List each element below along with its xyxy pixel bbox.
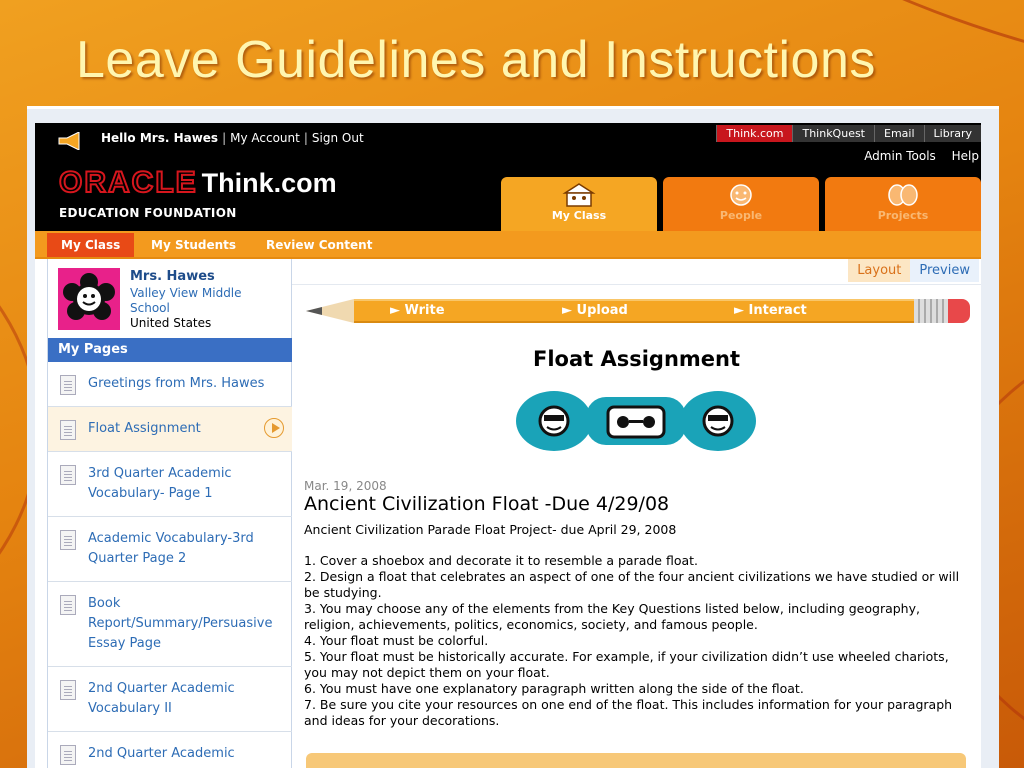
avatar [58,268,120,330]
page-link: 2nd Quarter Academic Vocabulary II [88,681,235,716]
instruction-item: 1. Cover a shoebox and decorate it to resemble a parade float. [304,553,699,568]
pencil-eraser [948,299,970,323]
post-date: Mar. 19, 2008 [304,479,387,493]
document-icon [60,595,76,615]
document-icon [60,420,76,440]
page-link: Book Report/Summary/Persuasive Essay Page [88,596,273,651]
tab-projects-label: Projects [877,209,929,222]
post-subtitle: Ancient Civilization Parade Float Project- due April 29, 2008 [304,522,677,537]
tab-people[interactable] [663,177,819,231]
instruction-item: 4. Your float must be colorful. [304,633,489,648]
mode-tabs [848,259,979,282]
admin-links [852,149,979,163]
instruction-item: 5. Your float must be historically accurate. For example, if your civilization didn’t use wheeled chariots, you may not depict them on your float. [304,649,949,680]
greeting-text: Hello Mrs. Hawes [101,131,219,145]
sub-nav [35,231,981,259]
pencil-ferrule [914,299,948,323]
list-item[interactable] [48,667,292,732]
workflow-pencil-bar [306,299,970,323]
schoolhouse-icon [559,183,599,207]
site-header [35,123,981,231]
pencil-lead [306,307,322,315]
list-item[interactable] [48,582,292,667]
top-links [716,125,981,142]
nav-my-students[interactable]: My Students [151,238,237,252]
toplink-thinkcom[interactable]: Think.com [716,125,792,142]
document-icon [60,680,76,700]
page-link: Float Assignment [88,421,201,436]
sign-out-link[interactable]: Sign Out [311,131,364,145]
my-account-link[interactable]: My Account [230,131,300,145]
play-icon[interactable] [264,418,284,438]
my-pages-heading: My Pages [48,338,292,362]
page-title: Float Assignment [532,347,741,371]
bottom-table-header [306,753,966,768]
page-link: Academic Vocabulary-3rd Quarter Page 2 [88,531,254,566]
instruction-item: 2. Design a float that celebrates an aspect of one of the four ancient civilizations we have studied or will be studying. [304,569,960,600]
profile-country: United States [130,316,212,330]
document-icon [60,745,76,765]
document-icon [60,530,76,550]
face-icon [721,183,761,207]
help-link[interactable]: Help [951,149,979,163]
tab-people-label: People [719,209,763,222]
list-item[interactable] [48,407,292,452]
page-link: 2nd Quarter Academic [88,746,235,761]
divider [292,284,981,285]
left-sidebar [47,259,292,768]
profile-school[interactable]: Valley View Middle School [130,286,242,315]
main-content [292,259,981,768]
oracle-think-logo[interactable] [59,166,337,200]
masks-icon [883,183,923,207]
document-icon [60,375,76,395]
tab-projects[interactable] [825,177,981,231]
toplink-library[interactable]: Library [924,125,981,142]
greeting-bar: Hello Mrs. Hawes | My Account | Sign Out [101,131,364,145]
document-icon [60,465,76,485]
admin-tools-link[interactable]: Admin Tools [864,149,936,163]
logo-think-text: Think.com [201,168,337,198]
browser-page [35,123,981,768]
page-link: 3rd Quarter Academic Vocabulary- Page 1 [88,466,232,501]
instructions-list [304,553,974,729]
list-item[interactable] [48,517,292,582]
instruction-item: 6. You must have one explanatory paragraph written along the side of the float. [304,681,804,696]
logo-oracle-text: ORACLE [59,166,198,199]
post-title: Ancient Civilization Float -Due 4/29/08 [304,493,670,515]
tab-layout[interactable]: Layout [848,259,910,282]
instruction-item: 3. You may choose any of the elements from the Key Questions listed below, including geography, religion, achievements, politics, economics, society, and famous people. [304,601,920,632]
profile-name[interactable]: Mrs. Hawes [130,269,215,284]
nav-review-content[interactable]: Review Content [266,238,373,252]
tab-my-class-label: My Class [551,209,607,222]
page-link: Greetings from Mrs. Hawes [88,376,265,391]
instruction-item: 7. Be sure you cite your resources on one end of the float. This includes information for your paragraph and ideas for your decorations. [304,697,953,728]
pages-list [48,362,292,768]
toplink-email[interactable]: Email [874,125,924,142]
float-banner-image [516,389,756,453]
tab-preview[interactable]: Preview [910,259,979,282]
tab-my-class[interactable] [501,177,657,231]
slide-title: Leave Guidelines and Instructions [76,31,876,89]
step-write[interactable]: ► Write [390,303,445,318]
list-item[interactable] [48,452,292,517]
list-item[interactable] [48,732,292,768]
step-upload[interactable]: ► Upload [562,303,628,318]
toplink-thinkquest[interactable]: ThinkQuest [792,125,874,142]
screenshot-frame [27,106,999,768]
step-interact[interactable]: ► Interact [734,303,807,318]
megaphone-icon [57,132,83,150]
logo-subtitle: EDUCATION FOUNDATION [59,206,237,220]
nav-my-class[interactable]: My Class [47,233,134,257]
list-item[interactable] [48,362,292,407]
